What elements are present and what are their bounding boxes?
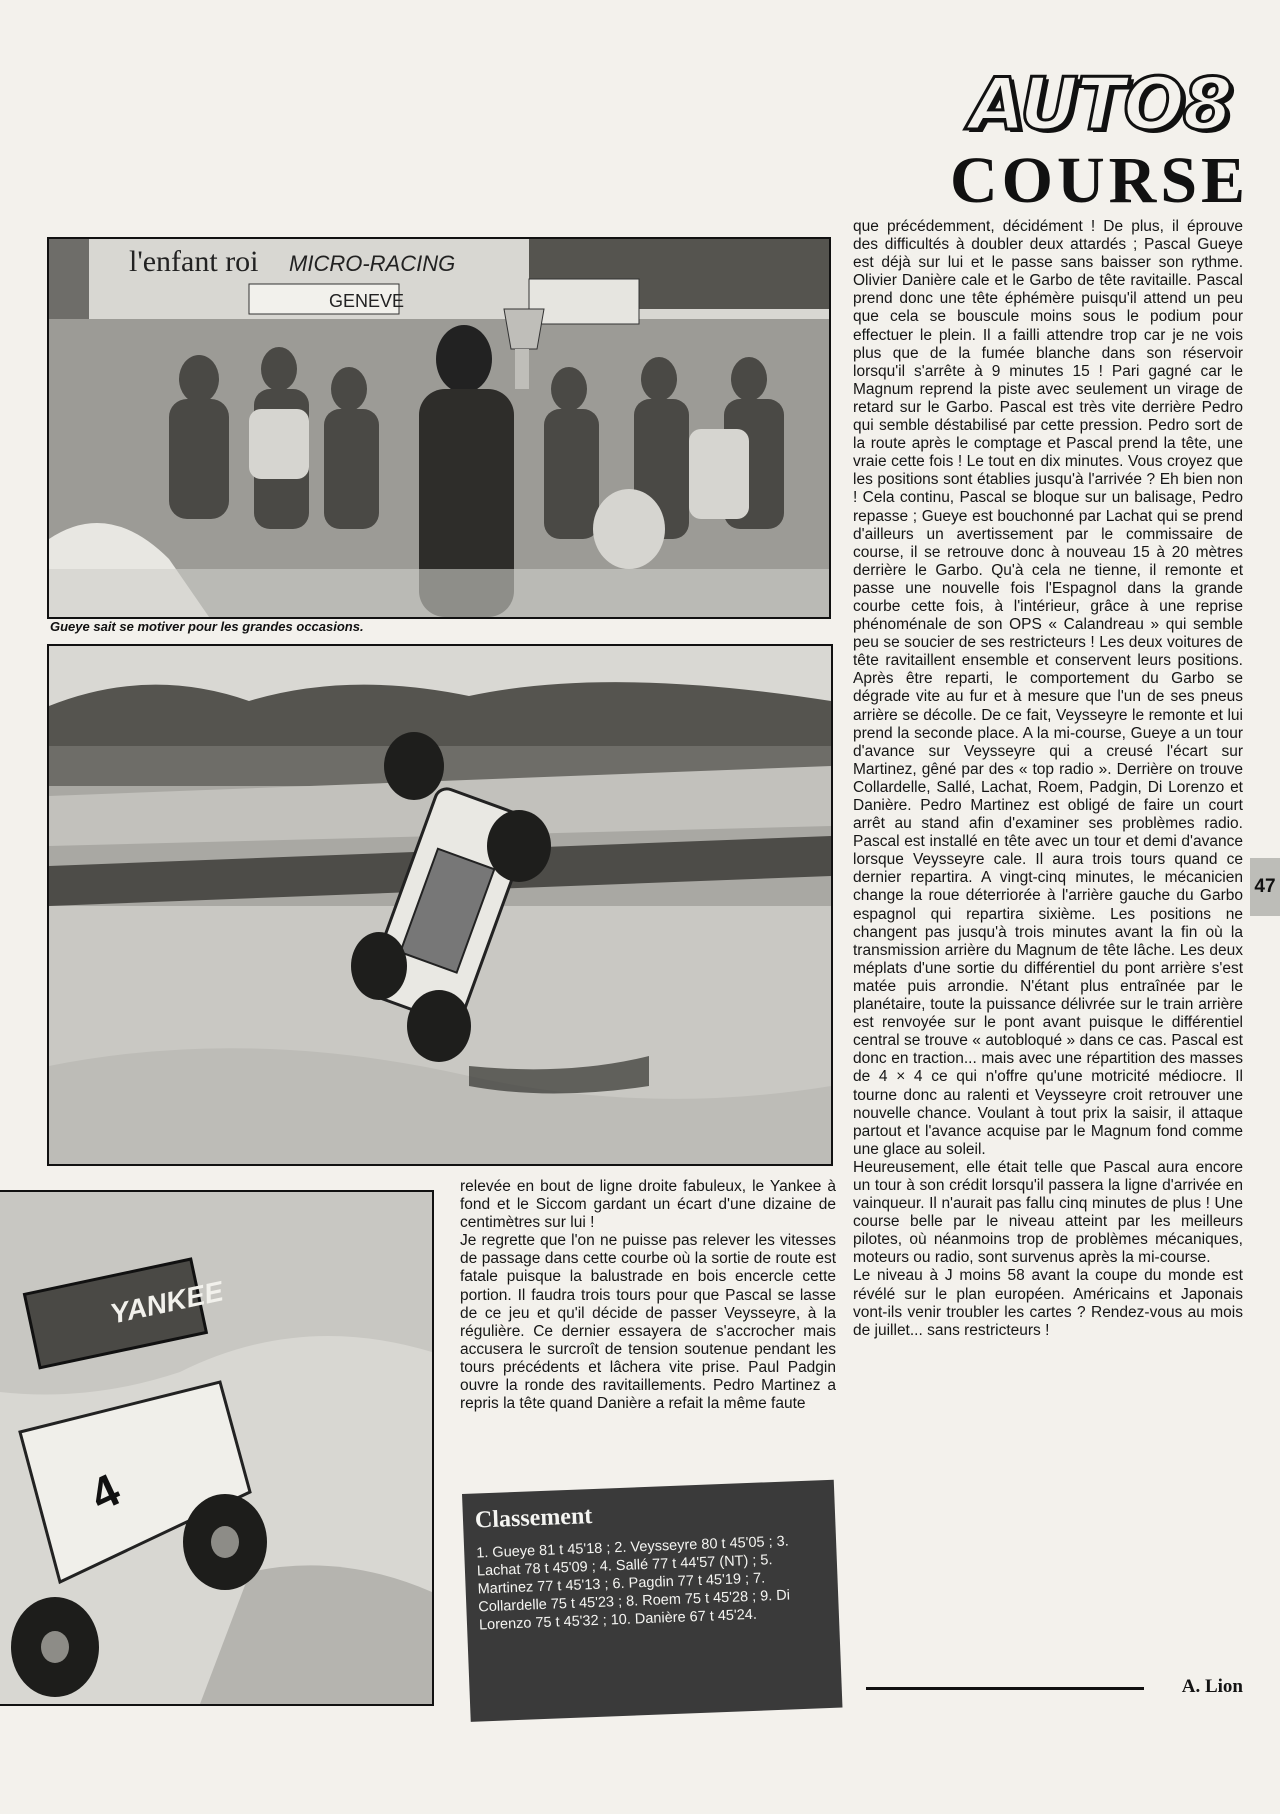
podium-photo-illustration (49, 239, 829, 617)
car-number-text: 4 (82, 1463, 128, 1522)
track-photo-illustration (49, 646, 831, 1164)
podium-photo (47, 237, 831, 619)
yankee-car-illustration (0, 1192, 432, 1704)
article-paragraph: que précédemment, décidément ! De plus, il éprouve des difficultés à doubler deux attardés ; Pascal Gueye est déjà sur lui et le passe sans baisser son rythme. Olivier Danière cale et le Garbo de tête ravitaille. Pascal prend donc une tête éphémère puisqu'il attend un peu que cela se bouscule moins sous le podium pour effectuer le plein. Il a failli attendre trop car je ne vois plus que de la fumée blanche dans son réservoir lorsqu'il s'arrête à 9 minutes 15 ! Pari gagné car le Magnum reprend la piste avec seulement un virage de retard sur le Garbo. Pascal est très vite derrière Pedro qui semble déstabilisé par cette pression. Pedro sort de la route après le comptage et Pascal prend la tête, une vraie cette fois ! Le tout en dix minutes. Vous croyez que les positions sont établies jusqu'à l'arrivée ? Eh bien non ! Cela continu, Pascal se bloque sur un balisage, Pedro repasse ; Gueye est bouchonné par Lachat qui se prend d'ailleurs un avertissement par le commissaire de course, il se retrouve donc à nouveau 15 à 20 mètres derrière le Garbo. Qu'à cela ne tienne, il remonte et passe une nouvelle fois l'Espagnol dans la grande courbe cette fois, à l'intérieur, grâce à une reprise phénoménale de son OPS « Calandreau » qui semble peu se soucier de ses restricteurs ! Les deux voitures de tête ravitaillent ensemble et conservent leurs positions. Après être reparti, le comportement du Garbo se dégrade vite au fur et à mesure que l'un de ses pneus arrière se décolle. De ce fait, Veysseyre le remonte et lui prend la seconde place. A la mi-course, Gueye a un tour d'avance sur Veysseyre qui a creusé l'écart sur Martinez, gêné par des « top radio ». Derrière on trouve Collardelle, Sallé, Lachat, Roem, Padgin, Di Lorenzo et Danière. Pedro Martinez est obligé de faire un court arrêt au stand afin d'examiner ses problèmes radio. Pascal est installé en tête avec un tour et demi d'avance lorsque Veysseyre cale. Il aura trois tours quand ce dernier repartira. A vingt-cinq minutes, le mécanicien change la roue déterriorée à l'arrière gauche du Garbo espagnol qui repartira sixième. Les positions ne changent pas jusqu'à trois minutes avant la fin où la transmission arrière du Magnum de tête lâche. Les deux méplats d'une sortie du différentiel du pont arrière s'est matée puis arrondie. N'étant plus entraînée par le planétaire, toute la puissance délivrée sur le train arrière est renvoyée sur le pont avant puisque le différentiel central se trouve « autobloqué » dans ce cas. Pascal est donc en traction... mais avec une répartition des masses de 4 × 4 ce qui n'offre qu'une motricité médiocre. Il tourne donc au ralenti et Veysseyre croit retrouver une nouvelle chance. Voulant à tout prix la saisir, il attaque partout et l'avance acquise par le Magnum fond comme une glace au soleil. (853, 218, 1243, 1158)
ranking-box (462, 1480, 842, 1722)
podium-photo-caption: Gueye sait se motiver pour les grandes occasions. (50, 619, 364, 634)
article-paragraph: relevée en bout de ligne droite fabuleux, le Yankee à fond et le Siccom gardant un écart d'une dizaine de centimètres sur lui ! (460, 1178, 836, 1232)
magazine-logo (969, 62, 1231, 146)
author-signature: A. Lion (1181, 1676, 1243, 1697)
sign-city-text: GENEVE (329, 291, 405, 311)
signature-rule (866, 1687, 1144, 1690)
article-paragraph: Je regrette que l'on ne puisse pas relever les vitesses de passage dans cette courbe où la sortie de route est fatale puisque la balustrade en bois encercle cette portion. Il faudra trois tours pour que Pascal se lasse de ce jeu et qu'il décide de passer Veysseyre, à la régulière. Ce dernier essayera de s'accrocher mais accusera le surcroît de tension soutenue pendant les tours précédents et lâchera vite prise. Paul Padgin ouvre la ronde des ravitaillements. Pedro Martinez a repris la tête quand Danière a refait la même faute (460, 1232, 836, 1413)
article-paragraph: Heureusement, elle était telle que Pascal aura encore un tour à son crédit lorsqu'il passera la ligne d'arrivée en vainqueur. Il n'aurait pas fallu cinq minutes de plus ! Une course belle par le niveau atteint par les meilleurs pilotes, où néanmoins trop de problèmes mécaniques, moteurs ou radio, sont survenus après la mi-course. (853, 1158, 1243, 1267)
article-middle-column (460, 1178, 836, 1448)
ranking-title: Classement (474, 1503, 593, 1534)
page-number: 47 (1250, 858, 1280, 916)
article-right-column (853, 218, 1243, 1678)
track-photo (47, 644, 833, 1166)
logo-text: AUTO8 (969, 62, 1231, 146)
sign-shop-text: MICRO-RACING (289, 251, 456, 276)
car-brand-text: YANKEE (107, 1275, 226, 1330)
sign-main-text: l'enfant roi (129, 245, 259, 278)
ranking-text: 1. Gueye 81 t 45'18 ; 2. Veysseyre 80 t 45'05 ; 3. Lachat 78 t 45'09 ; 4. Sallé 77 t 44'57 (NT) ; 5. Martinez 77 t 45'13 ; 6. Pagdin 77 t 45'19 ; 7. Collardelle 75 t 45'23 ; 8. Roem 75 t 45'28 ; 9. Di Lorenzo 75 t 45'32 ; 10. Danière 67 t 45'24. (475, 1533, 791, 1634)
section-title: COURSE (950, 144, 1250, 217)
article-paragraph: Le niveau à J moins 58 avant la coupe du monde est révélé sur le plan européen. Américains et Japonais vont-ils venir troubler les cartes ? Rendez-vous au mois de juillet... sans restricteurs ! (853, 1267, 1243, 1339)
yankee-car-photo (0, 1190, 434, 1706)
